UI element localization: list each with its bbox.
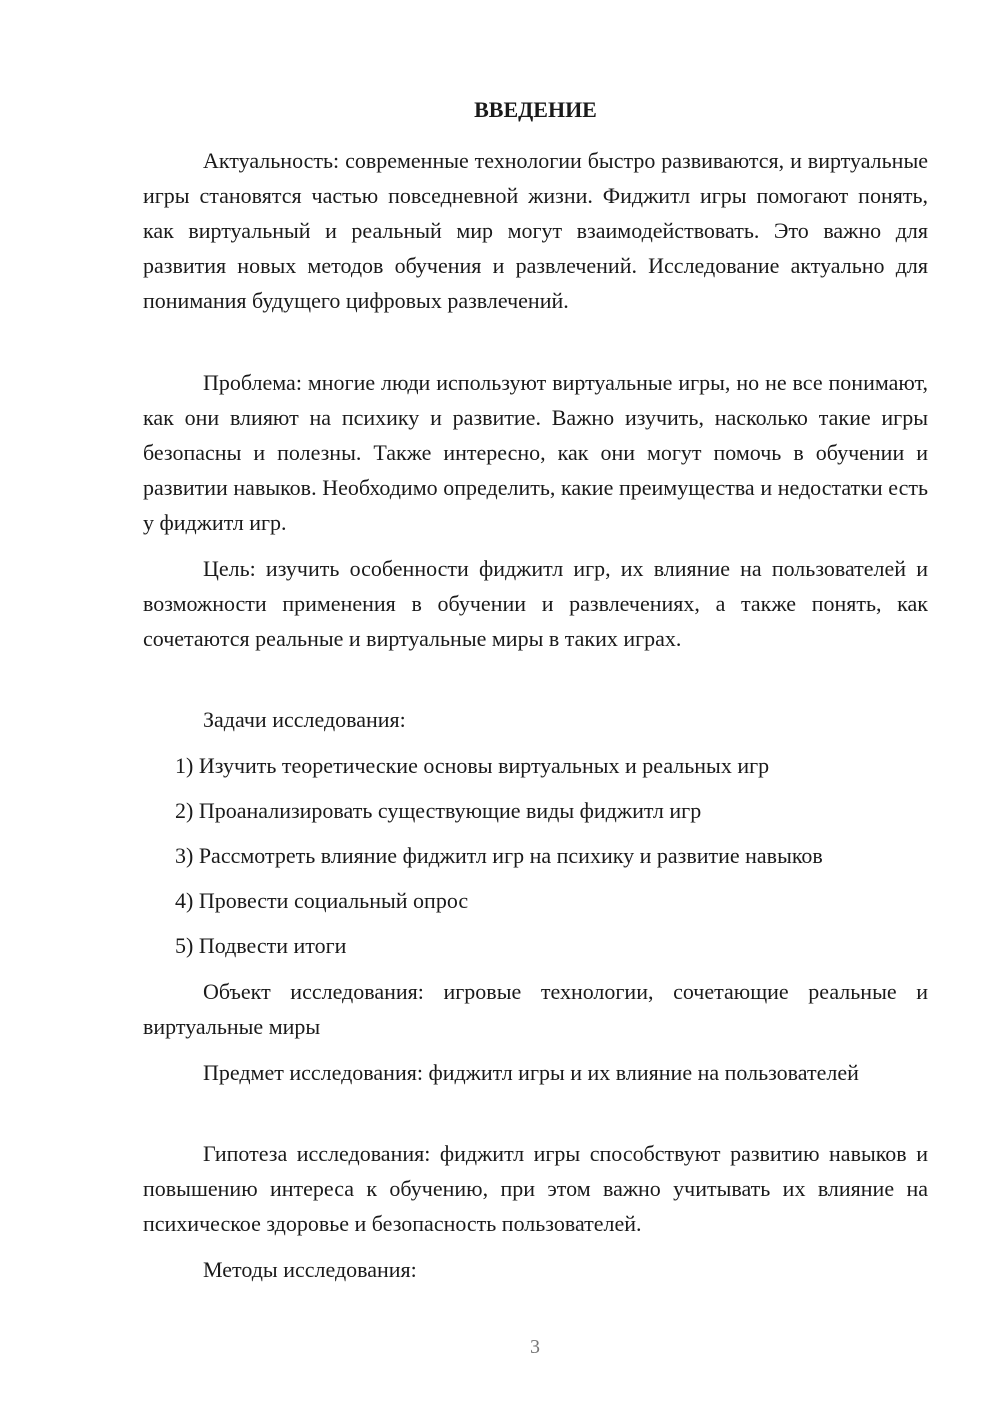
relevance-paragraph: Актуальность: современные технологии быстро развиваются, и виртуальные игры становятся частью повседневной жизни. Фиджитл игры помогают понять, как виртуальный и реальный мир могут взаимодействовать. Это важно для развития новых методов обучения и развлечений. Исследование актуально для понимания будущего цифровых развлечений.: [143, 148, 928, 313]
problem-paragraph: Проблема: многие люди используют виртуальные игры, но не все понимают, как они влияют на психику и развитие. Важно изучить, насколько такие игры безопасны и полезны. Также интересно, как они могут помочь в обучении и развитии навыков. Необходимо определить, какие преимущества и недостатки есть у фиджитл игр.: [143, 370, 928, 535]
tasks-heading: Задачи исследования:: [203, 707, 406, 732]
task-item-3: 3) Рассмотреть влияние фиджитл игр на психику и развитие навыков: [175, 843, 823, 868]
task-item-4: 4) Провести социальный опрос: [175, 888, 469, 913]
page-number: 3: [530, 1336, 540, 1358]
subject-paragraph: Предмет исследования: фиджитл игры и их влияние на пользователей: [203, 1060, 859, 1085]
page-title: ВВЕДЕНИЕ: [474, 97, 597, 122]
task-item-2: 2) Проанализировать существующие виды фиджитл игр: [175, 798, 702, 823]
task-item-5: 5) Подвести итоги: [175, 933, 347, 958]
object-paragraph: Объект исследования: игровые технологии, сочетающие реальные и виртуальные миры: [143, 979, 928, 1039]
methods-heading: Методы исследования:: [203, 1257, 417, 1282]
goal-paragraph: Цель: изучить особенности фиджитл игр, их влияние на пользователей и возможности применения в обучении и развлечениях, а также понять, как сочетаются реальные и виртуальные миры в таких играх.: [143, 556, 928, 651]
task-item-1: 1) Изучить теоретические основы виртуальных и реальных игр: [175, 753, 770, 778]
hypothesis-paragraph: Гипотеза исследования: фиджитл игры способствуют развитию навыков и повышению интереса к обучению, при этом важно учитывать их влияние на психическое здоровье и безопасность пользователей.: [143, 1141, 928, 1236]
